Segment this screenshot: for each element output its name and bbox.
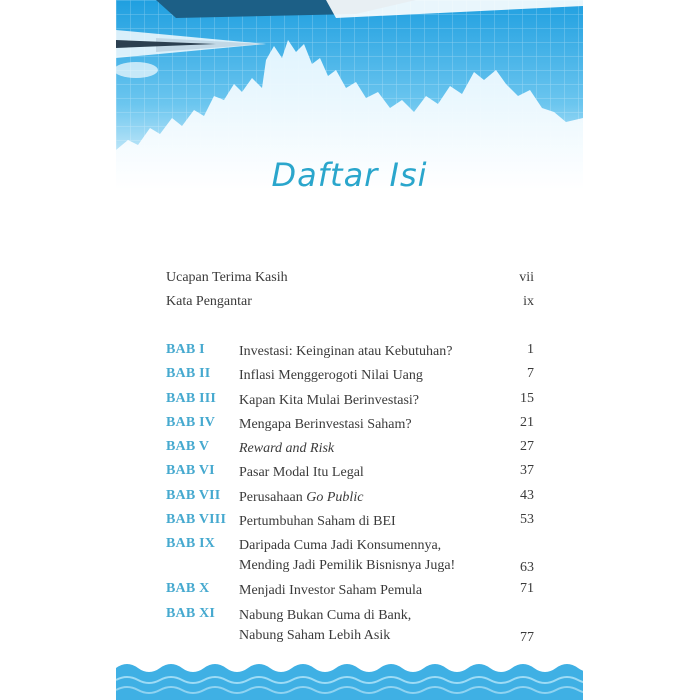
book-page	[116, 0, 583, 700]
chapter-page: 27	[520, 439, 534, 455]
chapter-number: BAB I	[166, 342, 205, 357]
chapter-title	[239, 439, 504, 459]
chapter-page: 63	[520, 560, 534, 576]
chapter-title: Inflasi Menggerogoti Nilai Uang	[239, 368, 423, 384]
toc-item-label: Kata Pengantar	[166, 294, 252, 309]
chapter-page: 1	[527, 342, 534, 357]
chapter-row[interactable]	[166, 606, 534, 651]
chapter-number: BAB XI	[166, 605, 216, 621]
chapter-title	[239, 536, 504, 581]
chapter-title-prefix: Perusahaan	[239, 489, 307, 505]
chapter-title	[239, 606, 504, 651]
toc-front-item[interactable]	[166, 270, 534, 294]
chapter-title: Pasar Modal Itu Legal	[239, 465, 364, 481]
chapter-page: 15	[520, 390, 534, 406]
chapter-row[interactable]	[166, 581, 534, 605]
chapter-title-italic: Go Public	[306, 489, 364, 505]
chapter-title: Menjadi Investor Saham Pemula	[239, 583, 423, 599]
chapter-row[interactable]	[166, 536, 534, 581]
chapter-page: 21	[520, 414, 534, 430]
chapter-title-line: Daripada Cuma Jadi Konsumennya,	[239, 538, 442, 554]
chapter-list	[166, 342, 534, 651]
chapter-title: Investasi: Keinginan atau Kebutuhan?	[239, 344, 453, 359]
toc-item-page: ix	[523, 294, 534, 309]
chapter-number: BAB II	[166, 366, 211, 382]
chapter-page: 7	[527, 366, 534, 382]
chapter-row[interactable]	[166, 512, 534, 536]
chapter-page: 77	[520, 629, 534, 645]
chapter-number: BAB III	[166, 390, 217, 406]
chapter-page: 37	[520, 463, 534, 479]
toc-item-page: vii	[519, 270, 534, 285]
chapter-title	[239, 488, 504, 508]
chapter-title: Kapan Kita Mulai Berinvestasi?	[239, 392, 420, 408]
table-of-contents	[166, 270, 534, 651]
toc-front-item[interactable]	[166, 294, 534, 318]
wave-pattern-footer	[116, 658, 583, 700]
chapter-page: 43	[520, 487, 534, 503]
chapter-title-italic: Reward and Risk	[239, 441, 335, 457]
chapter-row[interactable]	[166, 366, 534, 390]
chapter-row[interactable]	[166, 391, 534, 415]
chapter-title-line: Nabung Saham Lebih Asik	[239, 627, 391, 643]
chapter-title-line: Mending Jadi Pemilik Bisnisnya Juga!	[239, 558, 456, 574]
chapter-row[interactable]	[166, 463, 534, 487]
chapter-number: BAB V	[166, 439, 210, 455]
chapter-number: BAB IX	[166, 536, 216, 552]
chapter-page: 71	[520, 581, 534, 597]
page-title: Daftar Isi	[271, 156, 428, 194]
toc-item-label: Ucapan Terima Kasih	[166, 270, 288, 285]
chapter-title-line: Nabung Bukan Cuma di Bank,	[239, 607, 412, 623]
chapter-row[interactable]	[166, 439, 534, 463]
chapter-title: Mengapa Berinvestasi Saham?	[239, 416, 412, 432]
chapter-row[interactable]	[166, 488, 534, 512]
chapter-row[interactable]	[166, 342, 534, 366]
chapter-number: BAB VI	[166, 463, 215, 479]
chapter-row[interactable]	[166, 415, 534, 439]
chapter-number: BAB X	[166, 581, 210, 597]
chapter-title: Pertumbuhan Saham di BEI	[239, 514, 396, 530]
chapter-page: 53	[520, 512, 534, 528]
chapter-number: BAB IV	[166, 414, 216, 430]
chapter-number: BAB VII	[166, 487, 221, 503]
chapter-number: BAB VIII	[166, 512, 227, 528]
